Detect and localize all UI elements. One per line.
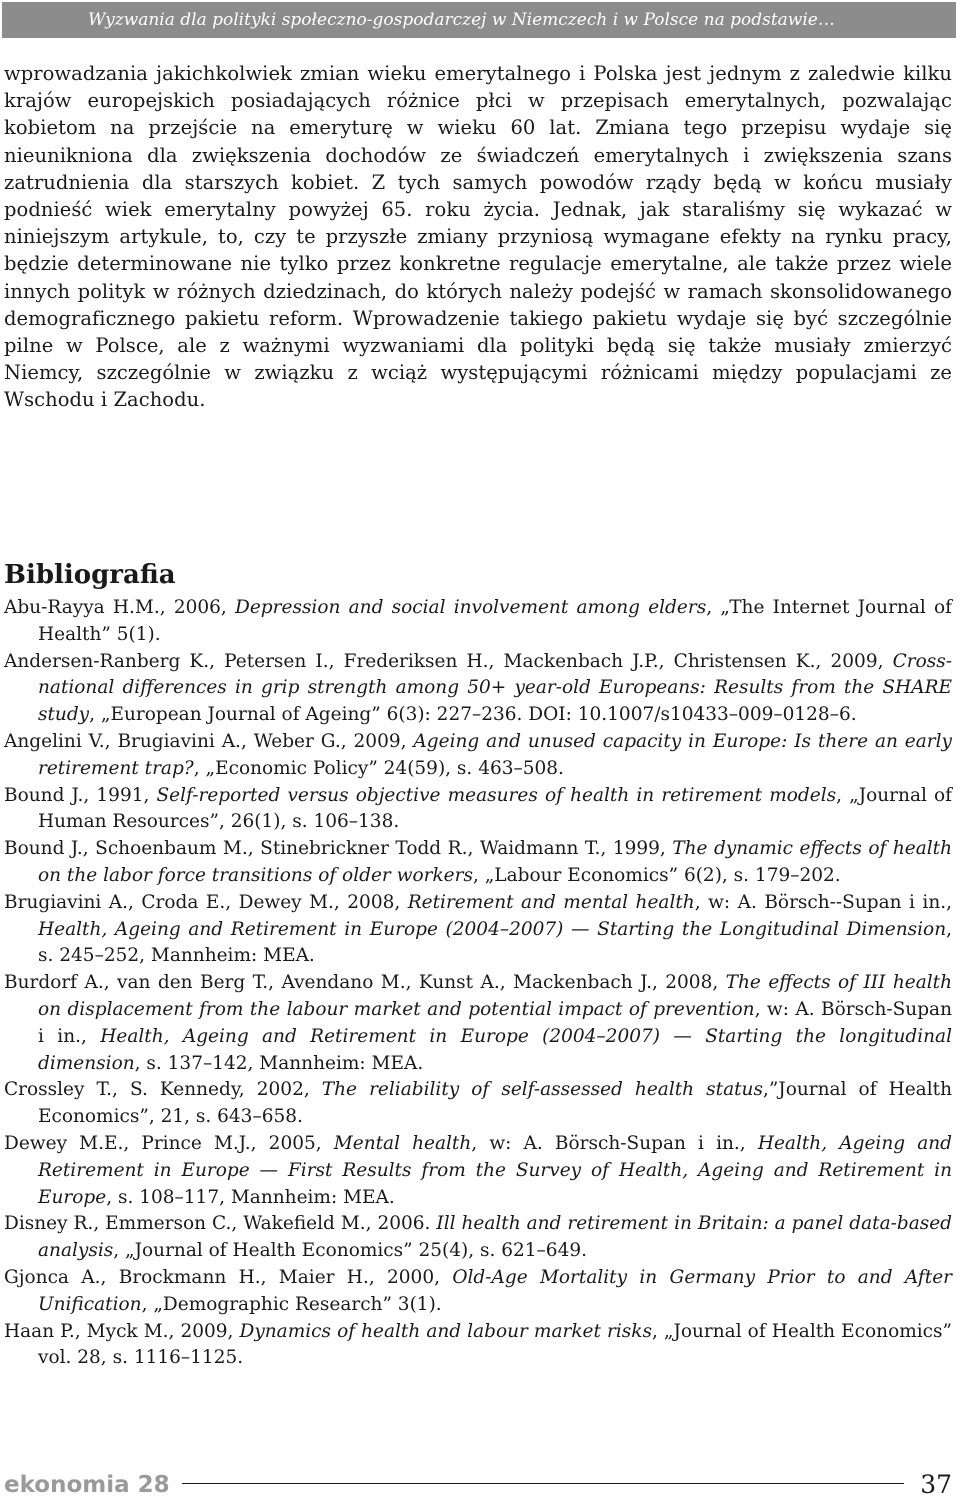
journal-name: ekonomia 28 — [4, 1472, 170, 1498]
bibliography-entry: Bound J., Schoenbaum M., Stinebrickner Todd R., Waidmann T., 1999, The dynamic effects of health on the labor force transitions of older workers, „Labour Economics” 6(2), s. 179–202. — [4, 838, 952, 886]
bibliography-entry: Bound J., 1991, Self-reported versus objective measures of health in retirement models, „Journal of Human Resources”, 26(1), s. 106–138. — [4, 784, 953, 833]
running-title: Wyzwania dla polityki społeczno-gospodarczej w Niemczech i w Polsce na podstawie… — [88, 10, 835, 30]
footer-divider — [182, 1483, 904, 1484]
bibliography-entry: Andersen-Ranberg K., Petersen I., Frederiksen H., Mackenbach J.P., Christensen K., 2009, Cross-national differences in grip strength among 50+ year-old Europeans: Results from the SHARE study, „European Journal of Ageing” 6(3): 227–236. DOI: 10.1007/s10433–009–0128–6. — [4, 650, 952, 726]
bibliography-list — [4, 595, 952, 1372]
bibliography-heading: Bibliografia — [4, 560, 176, 590]
running-header — [2, 2, 956, 38]
body-paragraph: wprowadzania jakichkolwiek zmian wieku emerytalnego i Polska jest jednym z zaledwie kilku krajów europejskich posiadających różnice płci w przepisach emerytalnych, pozwalając kobietom na przejście na emeryturę w wieku 60 lat. Zmiana tego przepisu wydaje się nieunikniona dla zwiększenia dochodów ze świadczeń emerytalnych i zwiększenia szans zatrudnienia dla starszych kobiet. Z tych samych powodów rządy będą w końcu musiały podnieść wiek emerytalny powyżej 65. roku życia. Jednak, jak staraliśmy się wykazać w niniejszym artykule, to, czy te przyszłe zmiany przyniosą wymagane efekty na rynku pracy, będzie determinowane nie tylko przez konkretne regulacje emerytalne, ale także przez wiele innych polityk w różnych dziedzinach, do których należy podejść w ramach skonsolidowanego demograficznego pakietu reform. Wprowadzenie takiego pakietu wydaje się być szczególnie pilne w Polsce, ale z ważnymi wyzwaniami dla polityki będą się także musiały zmierzyć Niemcy, szczególnie w związku z wciąż występującymi różnicami między populacjami ze Wschodu i Zachodu. — [4, 62, 952, 412]
bibliography-entry: Burdorf A., van den Berg T., Avendano M., Kunst A., Mackenbach J., 2008, The effects of III health on displacement from the labour market and potential impact of prevention, w: A. Börsch-Supan i in., Health, Ageing and Retirement in Europe (2004–2007) — Starting the longitudinal dimension, s. 137–142, Mannheim: MEA. — [4, 972, 952, 1074]
bibliography-entry: Abu-Rayya H.M., 2006, Depression and social involvement among elders, „The Internet Journal of Health” 5(1). — [4, 597, 952, 645]
bibliography-entry: Disney R., Emmerson C., Wakefield M., 2006. Ill health and retirement in Britain: a panel data-based analysis, „Journal of Health Economics” 25(4), s. 621–649. — [4, 1213, 953, 1262]
bibliography-entry: Dewey M.E., Prince M.J., 2005, Mental health, w: A. Börsch-Supan i in., Health, Ageing and Retirement in Europe — First Results from the Survey of Health, Ageing and Retirement in Europe, s. 108–117, Mannheim: MEA. — [4, 1132, 953, 1208]
page-number: 37 — [920, 1470, 952, 1499]
bibliography-entry: Brugiavini A., Croda E., Dewey M., 2008, Retirement and mental health, w: A. Börsch--Supan i in., Health, Ageing and Retirement in Europe (2004–2007) — Starting the Longitudinal Dimension, s. 245–252, Mannheim: MEA. — [4, 891, 953, 967]
bibliography-entry: Haan P., Myck M., 2009, Dynamics of health and labour market risks, „Journal of Health Economics” vol. 28, s. 1116–1125. — [4, 1320, 952, 1369]
bibliography-entry: Gjonca A., Brockmann H., Maier H., 2000, Old-Age Mortality in Germany Prior to and After Unification, „Demographic Research” 3(1). — [4, 1266, 952, 1315]
bibliography-entry: Crossley T., S. Kennedy, 2002, The reliability of self-assessed health status,”Journal of Health Economics”, 21, s. 643–658. — [4, 1079, 952, 1128]
bibliography-entry: Angelini V., Brugiavini A., Weber G., 2009, Ageing and unused capacity in Europe: Is there an early retirement trap?, „Economic Policy” 24(59), s. 463–508. — [4, 730, 952, 779]
